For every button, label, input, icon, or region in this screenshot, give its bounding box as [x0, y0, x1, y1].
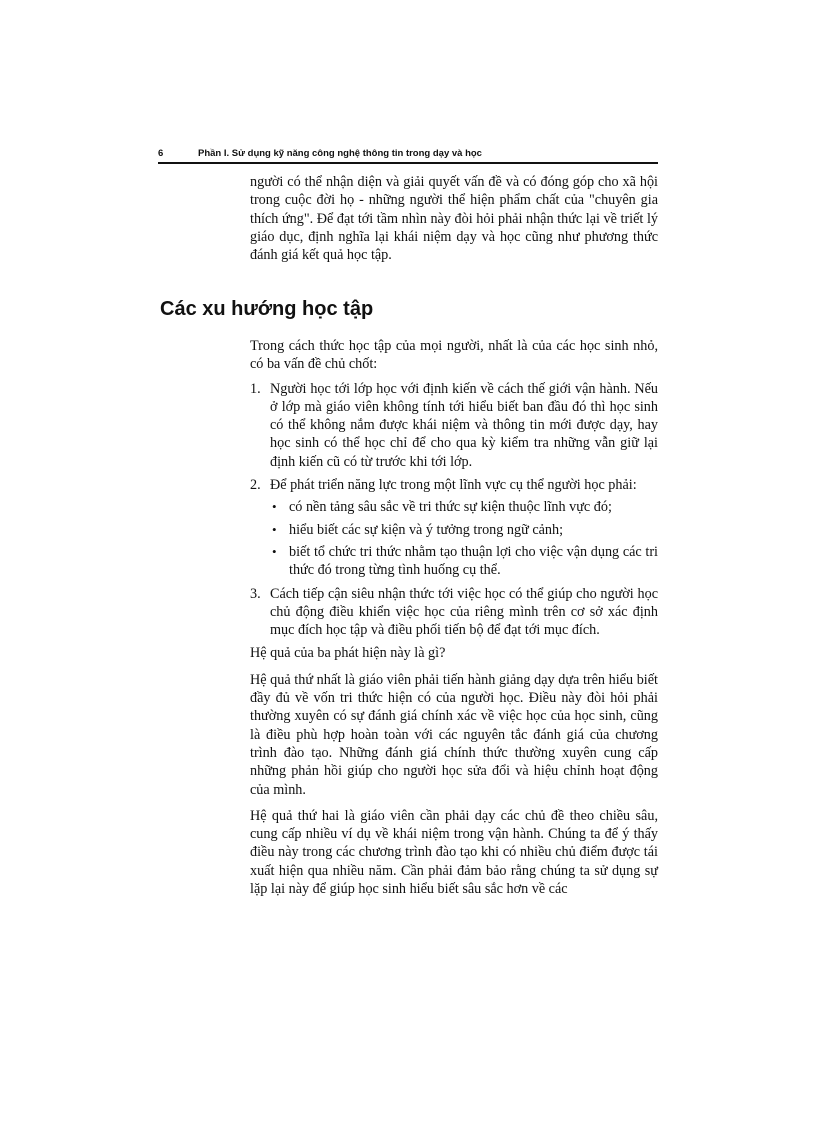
bullet-item	[270, 543, 658, 580]
section-title: Phần I. Sử dụng kỹ năng công nghệ thông tin trong dạy và học	[198, 148, 482, 159]
running-header	[158, 148, 658, 162]
consequence-paragraph-2: Hệ quả thứ hai là giáo viên cần phải dạy các chủ đề theo chiều sâu, cung cấp nhiều ví dụ về khái niệm trong vận hành. Chúng ta để ý thấy điều này trong các chương trình đào tạo khi có nhiều chủ điểm được tái xuất hiện qua nhiều năm. Cần phải đảm bảo rằng chúng ta sử dụng sự lặp lại này để giúp học sinh hiểu biết sâu sắc hơn về các	[250, 807, 658, 898]
bullet-icon: •	[272, 543, 277, 559]
question-paragraph: Hệ quả của ba phát hiện này là gì?	[250, 645, 446, 662]
bullet-text: hiểu biết các sự kiện và ý tưởng trong ngữ cảnh;	[289, 521, 564, 538]
bullet-text: có nền tảng sâu sắc về tri thức sự kiện thuộc lĩnh vực đó;	[289, 499, 612, 516]
list-item-3	[250, 585, 658, 640]
section-heading: Các xu hướng học tập	[160, 298, 374, 320]
lead-paragraph: Trong cách thức học tập của mọi người, nhất là của các học sinh nhỏ, có ba vấn đề chủ chốt:	[250, 338, 658, 373]
list-number: 3.	[250, 585, 261, 602]
intro-paragraph: người có thể nhận diện và giải quyết vấn đề và có đóng góp cho xã hội trong cuộc đời họ - những người thể hiện phẩm chất của "chuyên gia thích ứng". Để đạt tới tầm nhìn này đòi hỏi phải nhận thức lại về triết lý giáo dục, định nghĩa lại khái niệm dạy và học cũng như phương thức đánh giá kết quả học tập.	[250, 174, 658, 264]
bullet-list	[270, 498, 658, 579]
list-item-2	[250, 476, 658, 579]
list-number: 2.	[250, 477, 261, 494]
list-item-text: Để phát triển năng lực trong một lĩnh vực cụ thể người học phải:	[270, 477, 637, 494]
header-rule	[158, 162, 658, 164]
page-number: 6	[158, 148, 164, 159]
bullet-text: biết tổ chức tri thức nhằm tạo thuận lợi cho việc vận dụng các tri thức đó trong từng tình huống cụ thể.	[289, 543, 658, 579]
bullet-icon: •	[272, 499, 277, 515]
list-item-text: Cách tiếp cận siêu nhận thức tới việc học có thể giúp cho người học chủ động điều khiển việc học của riêng mình trên cơ sở xác định mục đích học tập và điều phối tiến bộ để đạt tới mục đích.	[270, 585, 658, 639]
numbered-list	[250, 380, 658, 640]
bullet-icon: •	[272, 521, 277, 537]
bullet-item	[270, 498, 658, 516]
bullet-item	[270, 521, 658, 539]
list-item-text: Người học tới lớp học với định kiến về cách thế giới vận hành. Nếu ở lớp mà giáo viên không tính tới hiểu biết ban đầu đó thì học sinh có thể không nắm được khái niệm và thông tin mới được dạy, hay học sinh có thể học chỉ để cho qua kỳ kiểm tra những vẫn giữ lại định kiến cũ có từ trước khi tới lớp.	[270, 380, 658, 470]
list-item-1	[250, 380, 658, 471]
list-number: 1.	[250, 380, 261, 397]
main-content	[250, 337, 658, 904]
consequence-paragraph-1: Hệ quả thứ nhất là giáo viên phải tiến hành giảng dạy dựa trên hiểu biết đầy đủ về vốn tri thức hiện có của người học. Điều này đòi hỏi phải thường xuyên có sự đánh giá chính xác về việc học của học sinh, cũng là điều phù hợp hoàn toàn với các nguyên tắc đánh giá của chương trình đào tạo. Những đánh giá chính thức thường xuyên cung cấp những phản hồi giúp cho người học sửa đổi và hiệu chỉnh hoạt động của mình.	[250, 671, 658, 798]
